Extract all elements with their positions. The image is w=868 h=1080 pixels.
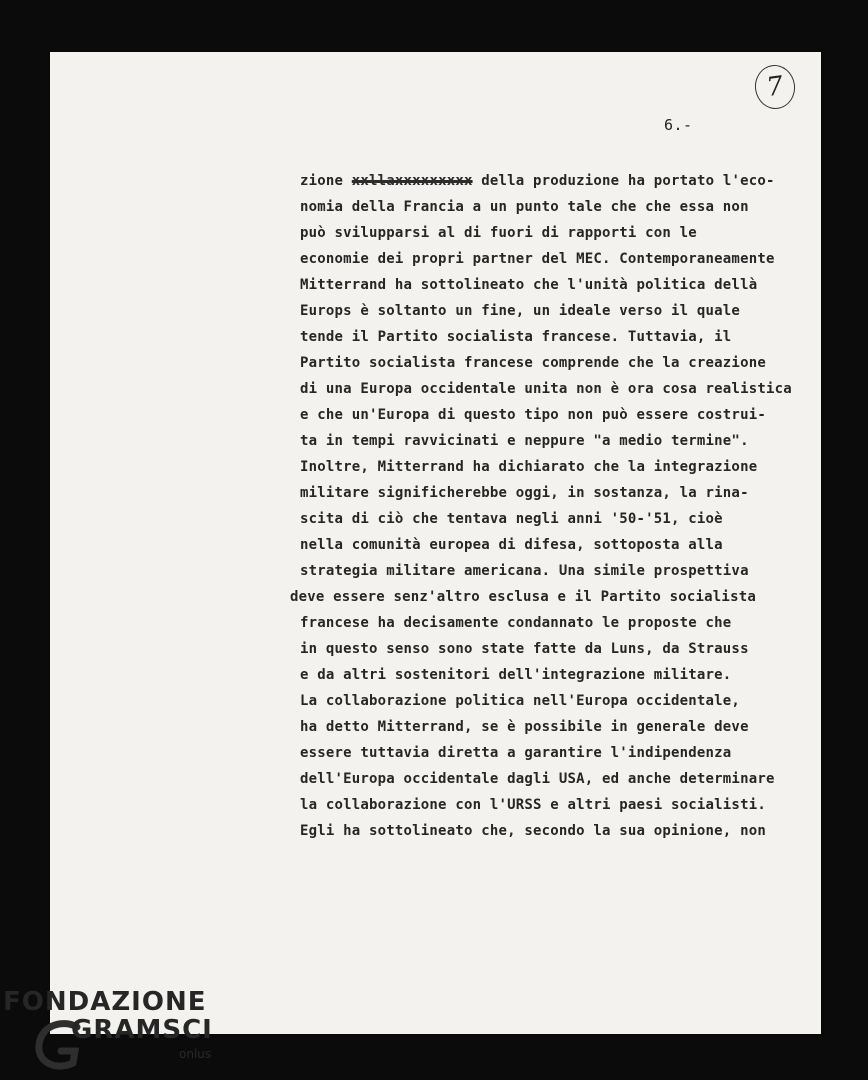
text-line: economie dei propri partner del MEC. Contemporaneamente: [300, 251, 775, 267]
struck-text: xxllaxxxxxxxxx: [351, 173, 473, 189]
text-line: la collaborazione con l'URSS e altri paesi socialisti.: [300, 797, 766, 813]
text-line: e che un'Europa di questo tipo non può essere costrui-: [300, 407, 766, 423]
text-line-1-pre: zione: [300, 173, 352, 189]
text-line: in questo senso sono state fatte da Luns, da Strauss: [300, 641, 749, 657]
text-line: Egli ha sottolineato che, secondo la sua opinione, non: [300, 823, 766, 839]
text-line: tende il Partito socialista francese. Tuttavia, il: [300, 329, 732, 345]
text-line: La collaborazione politica nell'Europa occidentale,: [300, 693, 741, 709]
text-line: Europs è soltanto un fine, un ideale verso il quale: [300, 303, 741, 319]
text-line: di una Europa occidentale unita non è ora cosa realistica: [300, 381, 792, 397]
text-line: nella comunità europea di difesa, sottoposta alla: [300, 537, 723, 553]
text-line-1: [300, 168, 775, 194]
fondazione-gramsci-watermark: [3, 983, 223, 1075]
text-line: Mitterrand ha sottolineato che l'unità politica dellà: [300, 277, 758, 293]
watermark-line2: GRAMSCI: [71, 1015, 213, 1045]
text-line-1-post: della produzione ha portato l'eco-: [472, 173, 775, 189]
text-line: essere tuttavia diretta a garantire l'indipendenza: [300, 745, 732, 761]
page-number: 6.-: [664, 116, 693, 134]
archive-number: 7: [764, 70, 786, 104]
text-line: Partito socialista francese comprende che la creazione: [300, 355, 766, 371]
text-line: dell'Europa occidentale dagli USA, ed anche determinare: [300, 771, 775, 787]
text-line: ha detto Mitterrand, se è possibile in generale deve: [300, 719, 749, 735]
text-line: strategia militare americana. Una simile prospettiva: [300, 563, 749, 579]
text-line: nomia della Francia a un punto tale che che essa non: [300, 199, 749, 215]
text-line: scita di ciò che tentava negli anni '50-'51, cioè: [300, 511, 723, 527]
text-line: Inoltre, Mitterrand ha dichiarato che la integrazione: [300, 459, 758, 475]
text-line: può svilupparsi al di fuori di rapporti con le: [300, 225, 697, 241]
text-line: e da altri sostenitori dell'integrazione militare.: [300, 667, 732, 683]
watermark-line1: FONDAZIONE: [3, 987, 207, 1017]
watermark-line3: onlus: [179, 1047, 212, 1061]
text-line: militare significherebbe oggi, in sostanza, la rina-: [300, 485, 749, 501]
text-line: francese ha decisamente condannato le proposte che: [300, 615, 732, 631]
text-line: ta in tempi ravvicinati e neppure "a medio termine".: [300, 433, 749, 449]
text-line: deve essere senz'altro esclusa e il Partito socialista: [290, 589, 756, 605]
